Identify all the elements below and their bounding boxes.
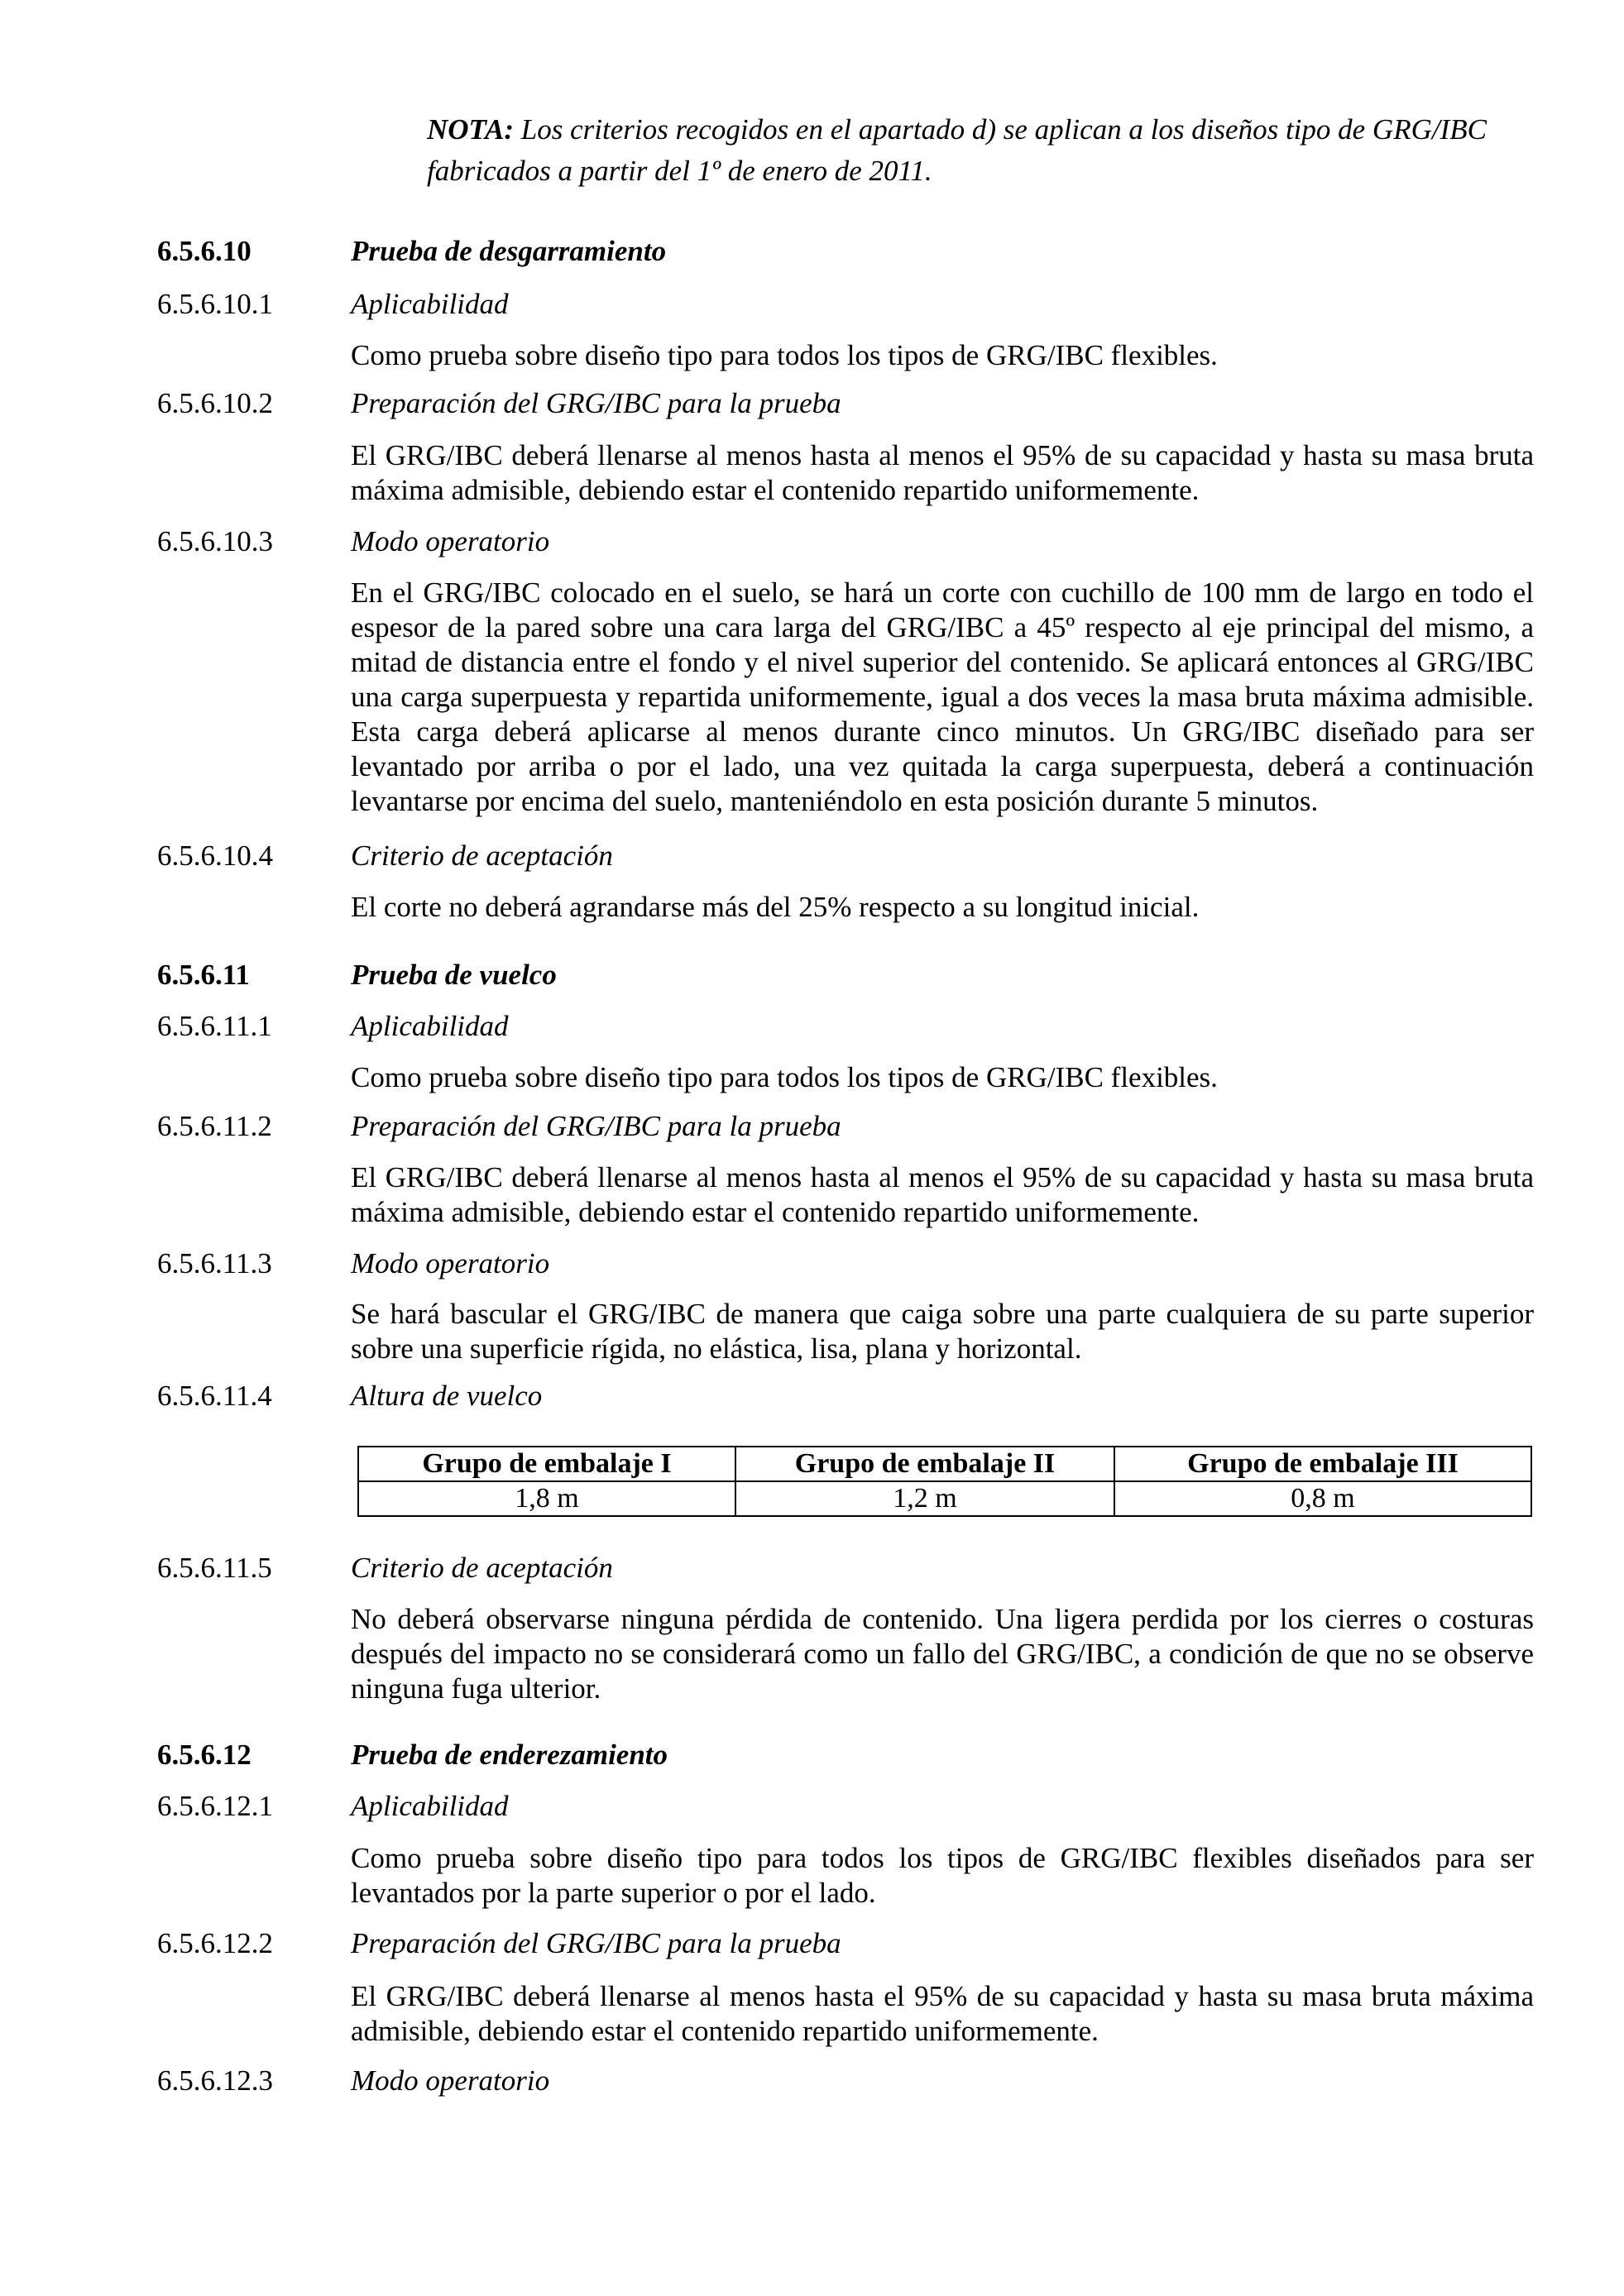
subsection-title: Aplicabilidad (351, 1790, 509, 1822)
subsection-number: 6.5.6.11.3 (157, 1247, 272, 1280)
note-lead: NOTA: (427, 113, 514, 146)
subsection-text: Como prueba sobre diseño tipo para todos los tipos de GRG/IBC flexibles diseñados para ser levantados por la parte superior o por el lado. (351, 1842, 1534, 1909)
section-title: Prueba de enderezamiento (351, 1739, 668, 1771)
subsection-title: Aplicabilidad (351, 288, 509, 320)
subsection-title: Preparación del GRG/IBC para la prueba (351, 1110, 841, 1142)
subsection-title: Modo operatorio (351, 525, 550, 557)
subsection-number: 6.5.6.11.5 (157, 1552, 272, 1584)
subsection-number: 6.5.6.10.2 (157, 387, 273, 419)
section-title: Prueba de vuelco (351, 959, 557, 991)
subsection-text: No deberá observarse ninguna pérdida de contenido. Una ligera perdida por los cierres o costuras después del impacto no se considerará como un fallo del GRG/IBC, a condición de que no se observe ninguna fuga ulterior. (351, 1603, 1534, 1705)
subsection-number: 6.5.6.11.1 (157, 1010, 272, 1042)
subsection-text: Como prueba sobre diseño tipo para todos los tipos de GRG/IBC flexibles. (351, 1061, 1218, 1093)
table-header-cell: Grupo de embalaje II (735, 1447, 1114, 1481)
subsection-text: Como prueba sobre diseño tipo para todos los tipos de GRG/IBC flexibles. (351, 339, 1218, 371)
subsection-text: En el GRG/IBC colocado en el suelo, se hará un corte con cuchillo de 100 mm de largo en todo el espesor de la pared sobre una cara larga del GRG/IBC a 45º respecto al eje principal del mismo, a mitad de distancia entre el fondo y el nivel superior del contenido. Se aplicará entonces al GRG/IBC una carga superpuesta y repartida uniformemente, igual a dos veces la masa bruta máxima admisible. Esta carga deberá aplicarse al menos durante cinco minutos. Un GRG/IBC diseñado para ser levantado por arriba o por el lado, una vez quitada la carga superpuesta, deberá a continuación levantarse por encima del suelo, manteniéndolo en esta posición durante 5 minutos. (351, 576, 1534, 817)
subsection-number: 6.5.6.10.1 (157, 288, 273, 320)
drop-height-table (357, 1446, 1532, 1517)
subsection-title: Criterio de aceptación (351, 1552, 613, 1584)
note-paragraph (427, 109, 1535, 192)
subsection-number: 6.5.6.12.3 (157, 2064, 273, 2097)
table-cell: 0,8 m (1114, 1481, 1531, 1516)
subsection-title: Modo operatorio (351, 1247, 550, 1280)
table-header-row (358, 1447, 1531, 1481)
subsection-text: El GRG/IBC deberá llenarse al menos hasta al menos el 95% de su capacidad y hasta su masa bruta máxima admisible, debiendo estar el contenido repartido uniformemente. (351, 439, 1534, 506)
subsection-number: 6.5.6.10.3 (157, 525, 273, 557)
subsection-title: Aplicabilidad (351, 1010, 509, 1042)
subsection-text: Se hará bascular el GRG/IBC de manera que caiga sobre una parte cualquiera de su parte superior sobre una superficie rígida, no elástica, lisa, plana y horizontal. (351, 1298, 1534, 1365)
section-number: 6.5.6.10 (157, 235, 252, 267)
section-number: 6.5.6.12 (157, 1739, 252, 1771)
subsection-title: Altura de vuelco (351, 1380, 543, 1412)
subsection-number: 6.5.6.12.2 (157, 1927, 273, 1959)
table-header-cell: Grupo de embalaje I (358, 1447, 735, 1481)
subsection-text: El GRG/IBC deberá llenarse al menos hasta el 95% de su capacidad y hasta su masa bruta máxima admisible, debiendo estar el contenido repartido uniformemente. (351, 1980, 1534, 2047)
subsection-title: Criterio de aceptación (351, 839, 613, 872)
subsection-number: 6.5.6.11.4 (157, 1380, 272, 1412)
subsection-title: Preparación del GRG/IBC para la prueba (351, 1927, 841, 1959)
subsection-title: Preparación del GRG/IBC para la prueba (351, 387, 841, 419)
table-cell: 1,2 m (735, 1481, 1114, 1516)
subsection-number: 6.5.6.11.2 (157, 1110, 272, 1142)
subsection-text: El corte no deberá agrandarse más del 25% respecto a su longitud inicial. (351, 891, 1200, 923)
subsection-title: Modo operatorio (351, 2064, 550, 2097)
subsection-text: El GRG/IBC deberá llenarse al menos hasta al menos el 95% de su capacidad y hasta su masa bruta máxima admisible, debiendo estar el contenido repartido uniformemente. (351, 1161, 1534, 1228)
section-number: 6.5.6.11 (157, 959, 250, 991)
subsection-number: 6.5.6.12.1 (157, 1790, 273, 1822)
table-header-cell: Grupo de embalaje III (1114, 1447, 1531, 1481)
table-cell: 1,8 m (358, 1481, 735, 1516)
section-title: Prueba de desgarramiento (351, 235, 667, 267)
subsection-number: 6.5.6.10.4 (157, 839, 273, 872)
table-row (358, 1481, 1531, 1516)
note-text: Los criterios recogidos en el apartado d) se aplican a los diseños tipo de GRG/IBC fabricados a partir del 1º de enero de 2011. (427, 113, 1487, 187)
